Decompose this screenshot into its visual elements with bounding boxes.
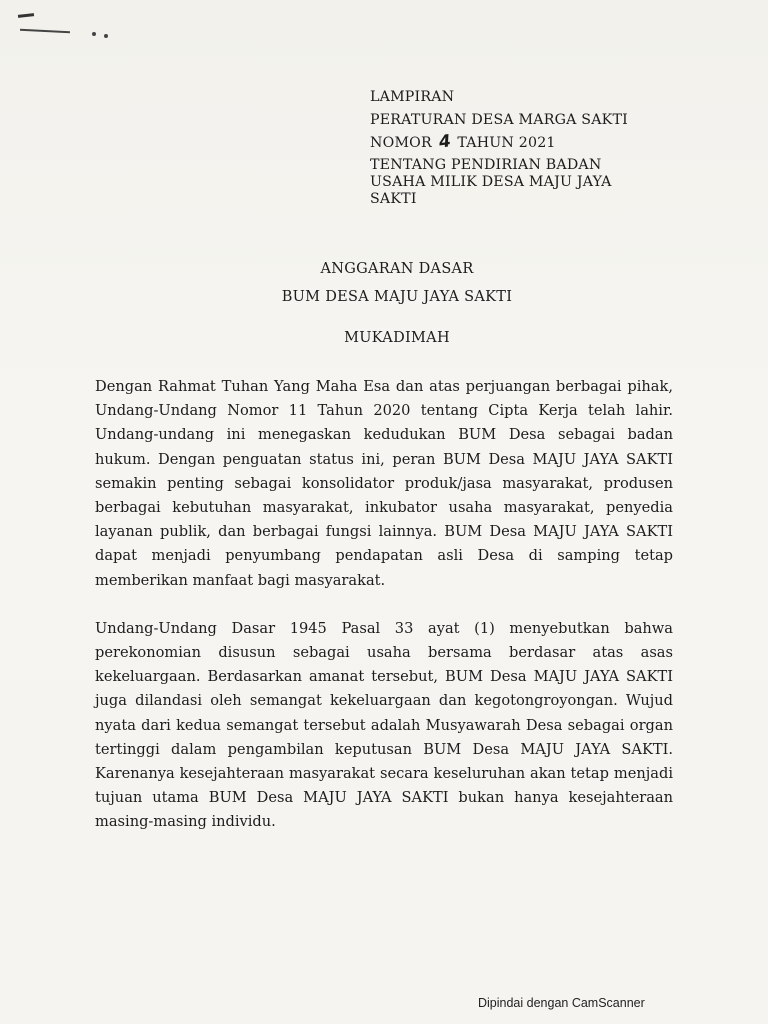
section-heading: MUKADIMAH (344, 330, 450, 346)
number-prefix: NOMOR (370, 135, 432, 151)
title-line-1: ANGGARAN DASAR (320, 261, 474, 277)
regulation-number (370, 131, 690, 155)
title-line-2: BUM DESA MAJU JAYA SAKTI (281, 289, 513, 305)
body-text (95, 375, 673, 835)
scan-marks (14, 10, 104, 40)
scan-dot (104, 34, 108, 38)
handwritten-number: 4 (437, 131, 452, 153)
scan-dot (92, 32, 96, 36)
paragraph: Undang-Undang Dasar 1945 Pasal 33 ayat (1) menyebutkan bahwa perekonomian disusun sebagai usaha bersama berdasar atas asas kekeluargaan. Berdasarkan amanat tersebut, BUM Desa MAJU JAYA SAKTI juga dilandasi oleh semangat kekeluargaan dan kegotongroyongan. Wujud nyata dari kedua semangat tersebut adalah Musyawarah Desa sebagai organ tertinggi dalam pengambilan keputusan BUM Desa MAJU JAYA SAKTI. Karenanya kesejahteraan masyarakat secara keseluruhan akan tetap menjadi tujuan utama BUM Desa MAJU JAYA SAKTI bukan hanya kesejahteraan masing-masing individu. (95, 619, 673, 831)
scan-mark (18, 13, 34, 18)
scanner-watermark: Dipindai dengan CamScanner (478, 996, 645, 1010)
subject-line-3: SAKTI (370, 190, 417, 207)
attachment-title: LAMPIRAN (370, 89, 455, 105)
subject-line-2: USAHA MILIK DESA MAJU JAYA (370, 173, 612, 190)
number-suffix: TAHUN 2021 (457, 135, 556, 151)
subject-line-1: TENTANG PENDIRIAN BADAN (370, 156, 602, 173)
paragraph: Dengan Rahmat Tuhan Yang Maha Esa dan atas perjuangan berbagai pihak, Undang-Undang Nomor 11 Tahun 2020 tentang Cipta Kerja telah lahir. Undang-undang ini menegaskan kedudukan BUM Desa sebagai badan hukum. Dengan penguatan status ini, peran BUM Desa MAJU JAYA SAKTI semakin penting sebagai konsolidator produk/jasa masyarakat, produsen berbagai kebutuhan masyarakat, inkubator usaha masyarakat, penyedia layanan publik, dan berbagai fungsi lainnya. BUM Desa MAJU JAYA SAKTI dapat menjadi penyumbang pendapatan asli Desa di samping tetap memberikan manfaat bagi masyarakat. (95, 378, 673, 589)
regulation-name: PERATURAN DESA MARGA SAKTI (370, 111, 628, 128)
scan-mark (20, 29, 70, 34)
attachment-block (370, 86, 690, 208)
document-title (0, 256, 768, 310)
